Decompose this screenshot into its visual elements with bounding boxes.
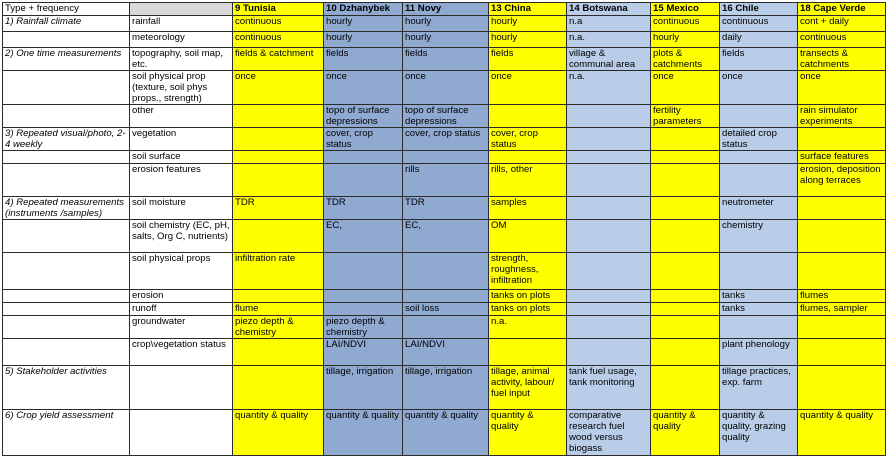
data-cell: daily — [720, 32, 798, 48]
subcategory-cell: erosion features — [130, 164, 233, 197]
header-site: 11 Novy — [403, 3, 489, 16]
data-cell: tanks on plots — [489, 290, 567, 303]
header-site: 16 Chile — [720, 3, 798, 16]
data-cell: tanks — [720, 290, 798, 303]
data-cell: once — [651, 71, 720, 105]
data-cell: n.a. — [567, 32, 651, 48]
data-cell — [720, 151, 798, 164]
data-cell: flume — [233, 303, 324, 316]
data-cell: continuous — [233, 32, 324, 48]
data-cell — [324, 253, 403, 290]
data-cell: hourly — [324, 32, 403, 48]
table-row — [3, 253, 886, 290]
data-cell: continuous — [720, 16, 798, 32]
data-cell — [567, 197, 651, 220]
header-blank — [130, 3, 233, 16]
subcategory-cell: crop\vegetation status — [130, 339, 233, 366]
subcategory-cell: soil moisture — [130, 197, 233, 220]
table-row — [3, 410, 886, 456]
data-cell: once — [233, 71, 324, 105]
table-row — [3, 290, 886, 303]
header-row — [3, 3, 886, 16]
data-cell — [567, 164, 651, 197]
data-cell — [403, 316, 489, 339]
data-cell: EC, — [324, 220, 403, 253]
data-cell — [720, 253, 798, 290]
data-cell: flumes, sampler — [798, 303, 886, 316]
data-cell: fields — [720, 48, 798, 71]
header-type-frequency: Type + frequency — [3, 3, 130, 16]
data-cell — [798, 197, 886, 220]
data-cell — [651, 197, 720, 220]
data-cell: hourly — [489, 16, 567, 32]
subcategory-cell: runoff — [130, 303, 233, 316]
data-cell: once — [720, 71, 798, 105]
data-cell: tanks on plots — [489, 303, 567, 316]
data-cell — [798, 128, 886, 151]
subcategory-cell: rainfall — [130, 16, 233, 32]
data-cell — [567, 105, 651, 128]
data-cell: flumes — [798, 290, 886, 303]
data-cell: tanks — [720, 303, 798, 316]
data-cell: hourly — [651, 32, 720, 48]
data-cell — [651, 220, 720, 253]
category-cell — [3, 339, 130, 366]
data-cell: cont + daily — [798, 16, 886, 32]
data-cell: erosion, deposition along terraces — [798, 164, 886, 197]
data-cell — [324, 290, 403, 303]
subcategory-cell — [130, 366, 233, 410]
data-cell: piezo depth & chemistry — [233, 316, 324, 339]
data-cell: fields & catchment — [233, 48, 324, 71]
data-cell: surface features — [798, 151, 886, 164]
subcategory-cell: other — [130, 105, 233, 128]
data-cell: topo of surface depressions — [403, 105, 489, 128]
data-cell — [798, 366, 886, 410]
data-cell: soil loss — [403, 303, 489, 316]
data-cell — [798, 253, 886, 290]
data-cell: chemistry — [720, 220, 798, 253]
data-cell — [567, 290, 651, 303]
data-cell — [233, 128, 324, 151]
subcategory-cell: soil surface — [130, 151, 233, 164]
table-row — [3, 151, 886, 164]
data-cell: strength, roughness, infiltration — [489, 253, 567, 290]
data-cell: once — [798, 71, 886, 105]
data-cell: hourly — [403, 32, 489, 48]
data-cell: tillage, irrigation — [403, 366, 489, 410]
header-site: 15 Mexico — [651, 3, 720, 16]
category-cell — [3, 164, 130, 197]
header-site: 13 China — [489, 3, 567, 16]
table-row — [3, 316, 886, 339]
data-cell: rills, other — [489, 164, 567, 197]
subcategory-cell: erosion — [130, 290, 233, 303]
data-cell — [233, 151, 324, 164]
data-cell — [651, 366, 720, 410]
data-cell: TDR — [403, 197, 489, 220]
header-site: 18 Cape Verde — [798, 3, 886, 16]
data-cell — [233, 366, 324, 410]
data-cell — [324, 164, 403, 197]
table-row — [3, 16, 886, 32]
table-row — [3, 128, 886, 151]
data-cell: TDR — [233, 197, 324, 220]
table-row — [3, 71, 886, 105]
data-cell — [720, 316, 798, 339]
data-cell — [651, 253, 720, 290]
data-cell: once — [403, 71, 489, 105]
data-cell — [233, 105, 324, 128]
data-cell: tillage, animal activity, labour/ fuel input — [489, 366, 567, 410]
data-cell: quantity & quality — [403, 410, 489, 456]
data-cell: cover, crop status — [489, 128, 567, 151]
data-cell — [651, 339, 720, 366]
data-cell — [798, 316, 886, 339]
data-cell: quantity & quality — [651, 410, 720, 456]
data-cell: tillage, irrigation — [324, 366, 403, 410]
data-cell — [489, 105, 567, 128]
subcategory-cell: vegetation — [130, 128, 233, 151]
data-cell — [651, 164, 720, 197]
header-site: 14 Botswana — [567, 3, 651, 16]
data-cell: continuous — [233, 16, 324, 32]
data-cell — [233, 220, 324, 253]
table-row — [3, 105, 886, 128]
data-cell — [798, 220, 886, 253]
subcategory-cell: soil physical props — [130, 253, 233, 290]
data-cell — [233, 164, 324, 197]
data-cell: village & communal area — [567, 48, 651, 71]
category-cell: 2) One time measurements — [3, 48, 130, 71]
data-cell — [567, 303, 651, 316]
data-cell: quantity & quality — [233, 410, 324, 456]
data-cell — [489, 339, 567, 366]
data-cell: fields — [403, 48, 489, 71]
category-cell — [3, 105, 130, 128]
data-cell: piezo depth & chemistry — [324, 316, 403, 339]
data-cell: tank fuel usage, tank monitoring — [567, 366, 651, 410]
data-cell — [651, 316, 720, 339]
data-cell: LAI/NDVI — [403, 339, 489, 366]
table-container — [2, 2, 886, 456]
data-cell: tillage practices, exp. farm — [720, 366, 798, 410]
table-row — [3, 339, 886, 366]
category-cell: 6) Crop yield assessment — [3, 410, 130, 456]
subcategory-cell: soil chemistry (EC, pH, salts, Org C, nutrients) — [130, 220, 233, 253]
category-cell — [3, 32, 130, 48]
subcategory-cell: meteorology — [130, 32, 233, 48]
category-cell — [3, 220, 130, 253]
data-cell — [720, 105, 798, 128]
data-cell: neutrometer — [720, 197, 798, 220]
data-cell: transects & catchments — [798, 48, 886, 71]
table-row — [3, 197, 886, 220]
data-cell: n.a — [567, 16, 651, 32]
data-cell: rain simulator experiments — [798, 105, 886, 128]
category-cell: 5) Stakeholder activities — [3, 366, 130, 410]
data-cell: hourly — [403, 16, 489, 32]
table-row — [3, 303, 886, 316]
data-cell: hourly — [324, 16, 403, 32]
data-cell — [651, 151, 720, 164]
data-cell: TDR — [324, 197, 403, 220]
category-cell — [3, 71, 130, 105]
data-cell — [720, 164, 798, 197]
data-cell: topo of surface depressions — [324, 105, 403, 128]
data-cell — [651, 303, 720, 316]
category-cell: 1) Rainfall climate — [3, 16, 130, 32]
data-cell: LAI/NDVI — [324, 339, 403, 366]
table-row — [3, 366, 886, 410]
data-cell — [567, 316, 651, 339]
data-cell: quantity & quality, grazing quality — [720, 410, 798, 456]
table-row — [3, 48, 886, 71]
data-cell: cover, crop status — [403, 128, 489, 151]
data-cell — [567, 220, 651, 253]
data-cell: once — [489, 71, 567, 105]
subcategory-cell — [130, 410, 233, 456]
category-cell — [3, 316, 130, 339]
data-cell: continuous — [651, 16, 720, 32]
table-row — [3, 220, 886, 253]
table-row — [3, 164, 886, 197]
category-cell — [3, 253, 130, 290]
monitoring-table — [2, 2, 886, 456]
data-cell: hourly — [489, 32, 567, 48]
category-cell — [3, 303, 130, 316]
category-cell — [3, 290, 130, 303]
data-cell — [567, 253, 651, 290]
category-cell: 3) Repeated visual/photo, 2-4 weekly — [3, 128, 130, 151]
category-cell: 4) Repeated measurements (instruments /samples) — [3, 197, 130, 220]
data-cell: plant phenology — [720, 339, 798, 366]
data-cell: comparative research fuel wood versus biogass — [567, 410, 651, 456]
data-cell — [567, 128, 651, 151]
subcategory-cell: soil physical prop (texture, soil phys props., strength) — [130, 71, 233, 105]
data-cell — [489, 151, 567, 164]
data-cell — [651, 128, 720, 151]
table-row — [3, 32, 886, 48]
data-cell: once — [324, 71, 403, 105]
data-cell — [403, 253, 489, 290]
data-cell — [403, 290, 489, 303]
data-cell: continuous — [798, 32, 886, 48]
data-cell — [798, 339, 886, 366]
data-cell: EC, — [403, 220, 489, 253]
data-cell — [403, 151, 489, 164]
data-cell — [651, 290, 720, 303]
data-cell: quantity & quality — [489, 410, 567, 456]
data-cell: infiltration rate — [233, 253, 324, 290]
data-cell: quantity & quality — [324, 410, 403, 456]
data-cell — [567, 339, 651, 366]
data-cell: rills — [403, 164, 489, 197]
data-cell — [233, 290, 324, 303]
subcategory-cell: topography, soil map, etc. — [130, 48, 233, 71]
data-cell: detailed crop status — [720, 128, 798, 151]
data-cell: fields — [324, 48, 403, 71]
data-cell: quantity & quality — [798, 410, 886, 456]
data-cell: plots & catchments — [651, 48, 720, 71]
data-cell: n.a. — [489, 316, 567, 339]
data-cell: OM — [489, 220, 567, 253]
data-cell: n.a. — [567, 71, 651, 105]
data-cell — [233, 339, 324, 366]
category-cell — [3, 151, 130, 164]
data-cell — [324, 303, 403, 316]
data-cell: samples — [489, 197, 567, 220]
data-cell: cover, crop status — [324, 128, 403, 151]
header-site: 10 Dzhanybek — [324, 3, 403, 16]
data-cell: fields — [489, 48, 567, 71]
data-cell — [567, 151, 651, 164]
header-site: 9 Tunisia — [233, 3, 324, 16]
data-cell — [324, 151, 403, 164]
subcategory-cell: groundwater — [130, 316, 233, 339]
data-cell: fertility parameters — [651, 105, 720, 128]
